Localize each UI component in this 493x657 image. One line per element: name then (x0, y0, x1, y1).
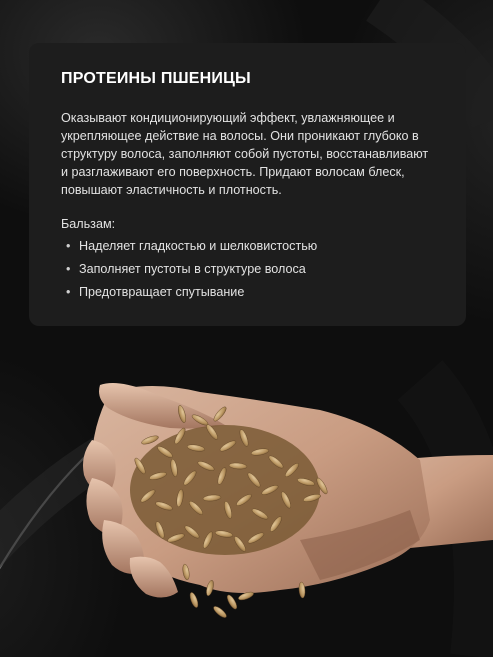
bullet-icon: • (66, 262, 71, 276)
card-title: ПРОТЕИНЫ ПШЕНИЦЫ (61, 70, 251, 87)
benefit-text: Заполняет пустоты в структуре волоса (79, 262, 306, 276)
bullet-icon: • (66, 239, 71, 253)
bullet-icon: • (66, 285, 71, 299)
balm-label: Бальзам: (61, 217, 116, 231)
benefit-text: Предотвращает спутывание (79, 285, 245, 299)
benefit-text: Наделяет гладкостью и шелковистостью (79, 239, 318, 253)
card-description: Оказывают кондиционирующий эффект, увлажняющее и укрепляющее действие на волосы. Они проникают глубоко в структуру волоса, заполняют собой пустоты, восстанавливают и разглаживают его поверхность. Придают волосам блеск, повышают эластичность и плотность. (61, 111, 429, 197)
